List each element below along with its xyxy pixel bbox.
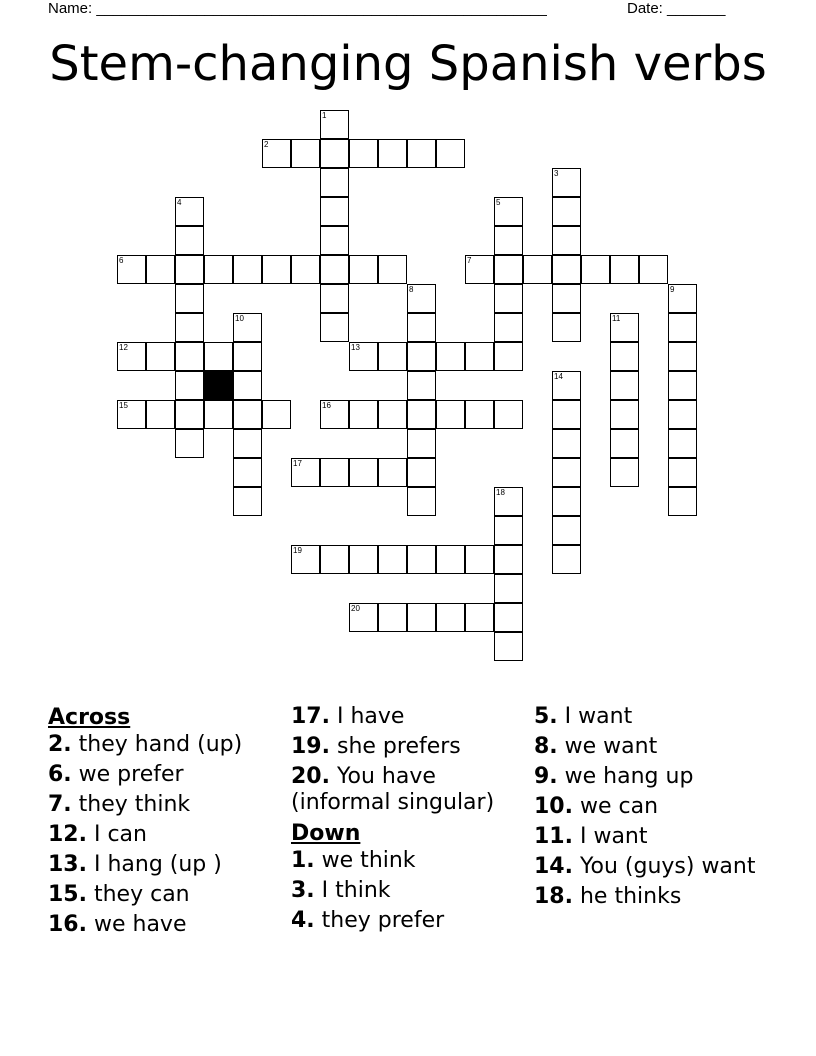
crossword-cell[interactable] [552, 197, 581, 226]
crossword-cell[interactable] [552, 226, 581, 255]
clue-number: 9 [670, 285, 675, 294]
crossword-cell[interactable] [552, 284, 581, 313]
crossword-cell[interactable] [291, 255, 320, 284]
clue-column-3 [534, 704, 774, 914]
crossword-cell[interactable] [349, 139, 378, 168]
crossword-cell[interactable] [668, 313, 697, 342]
crossword-cell[interactable] [639, 255, 668, 284]
crossword-cell[interactable] [320, 139, 349, 168]
clue-num: 19. [291, 734, 330, 759]
crossword-cell[interactable] [610, 429, 639, 458]
crossword-cell[interactable] [407, 545, 436, 574]
clue-num: 9. [534, 764, 558, 789]
crossword-cell[interactable] [610, 255, 639, 284]
crossword-cell[interactable] [349, 255, 378, 284]
crossword-cell[interactable] [494, 487, 523, 516]
crossword-cell[interactable] [610, 342, 639, 371]
crossword-cell[interactable] [407, 603, 436, 632]
clue-text: You (guys) want [572, 854, 756, 879]
clue-column-2 [291, 704, 531, 938]
crossword-cell[interactable] [407, 429, 436, 458]
crossword-cell[interactable] [407, 371, 436, 400]
crossword-cell[interactable] [436, 139, 465, 168]
crossword-cell[interactable] [233, 371, 262, 400]
crossword-cell[interactable] [552, 168, 581, 197]
clue-number: 20 [351, 604, 360, 613]
crossword-cell[interactable] [668, 429, 697, 458]
clue-text: I want [572, 824, 648, 849]
clue-item [534, 824, 774, 850]
crossword-cell[interactable] [262, 400, 291, 429]
crossword-cell[interactable] [552, 429, 581, 458]
crossword-cell[interactable] [320, 313, 349, 342]
clue-number: 8 [409, 285, 414, 294]
crossword-cell[interactable] [610, 400, 639, 429]
crossword-cell[interactable] [668, 284, 697, 313]
crossword-cell[interactable] [407, 487, 436, 516]
crossword-cell[interactable] [668, 458, 697, 487]
clue-item [534, 794, 774, 820]
clue-column-1 [48, 704, 288, 942]
date-blank[interactable]: _______ [667, 0, 726, 17]
crossword-cell[interactable] [233, 458, 262, 487]
clue-number: 13 [351, 343, 360, 352]
clue-item [291, 764, 531, 816]
crossword-cell[interactable] [320, 197, 349, 226]
crossword-cell[interactable] [262, 255, 291, 284]
crossword-cell[interactable] [320, 284, 349, 313]
crossword-cell[interactable] [407, 284, 436, 313]
crossword-cell[interactable] [494, 545, 523, 574]
clue-item [48, 762, 288, 788]
clue-number: 6 [119, 256, 124, 265]
crossword-cell[interactable] [465, 400, 494, 429]
clue-text: I can [86, 822, 147, 847]
crossword-cell[interactable] [175, 226, 204, 255]
clue-num: 6. [48, 762, 72, 787]
crossword-cell[interactable] [552, 371, 581, 400]
crossword-cell[interactable] [407, 342, 436, 371]
clue-item [291, 734, 531, 760]
crossword-cell[interactable] [320, 226, 349, 255]
crossword-cell[interactable] [349, 458, 378, 487]
clue-number: 16 [322, 401, 331, 410]
crossword-cell[interactable] [494, 400, 523, 429]
crossword-cell[interactable] [233, 429, 262, 458]
crossword-cell[interactable] [378, 603, 407, 632]
crossword-cell[interactable] [320, 110, 349, 139]
clue-item [48, 852, 288, 878]
clue-item [291, 878, 531, 904]
crossword-cell[interactable] [494, 342, 523, 371]
crossword-cell[interactable] [378, 139, 407, 168]
clue-num: 15. [48, 882, 87, 907]
crossword-cell[interactable] [175, 342, 204, 371]
clue-number: 11 [612, 314, 621, 323]
name-label: Name: [48, 0, 93, 17]
crossword-cell[interactable] [494, 632, 523, 661]
clue-item [48, 912, 288, 938]
crossword-cell[interactable] [436, 400, 465, 429]
clue-item [534, 854, 774, 880]
crossword-cell[interactable] [494, 197, 523, 226]
name-blank[interactable]: ______________________________________________________ [96, 0, 547, 17]
crossword-cell[interactable] [378, 545, 407, 574]
clue-text: we prefer [71, 762, 184, 787]
crossword-cell[interactable] [233, 487, 262, 516]
crossword-cell[interactable] [291, 545, 320, 574]
down-heading: Down [291, 821, 361, 846]
crossword-cell[interactable] [204, 342, 233, 371]
clue-num: 4. [291, 908, 315, 933]
crossword-cell[interactable] [407, 458, 436, 487]
clue-num: 12. [48, 822, 87, 847]
crossword-cell[interactable] [378, 255, 407, 284]
crossword-cell[interactable] [436, 545, 465, 574]
clue-item [48, 882, 288, 908]
crossword-cell[interactable] [668, 371, 697, 400]
clue-item [291, 704, 531, 730]
clue-number: 14 [554, 372, 563, 381]
crossword-cell[interactable] [378, 458, 407, 487]
clue-num: 16. [48, 912, 87, 937]
crossword-cell[interactable] [552, 545, 581, 574]
crossword-cell[interactable] [175, 197, 204, 226]
clue-item [48, 732, 288, 758]
clue-text: I think [314, 878, 391, 903]
clue-item [534, 884, 774, 910]
crossword-cell[interactable] [494, 574, 523, 603]
crossword-cell[interactable] [668, 342, 697, 371]
clue-text: I hang (up ) [86, 852, 222, 877]
crossword-cell[interactable] [117, 400, 146, 429]
date-label: Date: [627, 0, 663, 17]
clue-number: 7 [467, 256, 472, 265]
clue-text: we have [86, 912, 187, 937]
crossword-cell[interactable] [320, 255, 349, 284]
clue-text: You have (informal singular) [291, 764, 495, 815]
crossword-cell[interactable] [552, 487, 581, 516]
crossword-cell[interactable] [494, 516, 523, 545]
clue-num: 5. [534, 704, 558, 729]
clue-num: 2. [48, 732, 72, 757]
crossword-cell[interactable] [552, 255, 581, 284]
clue-num: 1. [291, 848, 315, 873]
clue-text: they think [71, 792, 191, 817]
crossword-cell[interactable] [262, 139, 291, 168]
across-heading: Across [48, 705, 131, 730]
page-title: Stem-changing Spanish verbs [49, 36, 767, 92]
clue-number: 12 [119, 343, 128, 352]
crossword-cell[interactable] [494, 603, 523, 632]
crossword-cell[interactable] [668, 487, 697, 516]
clue-num: 17. [291, 704, 330, 729]
crossword-cell[interactable] [233, 342, 262, 371]
crossword-cell[interactable] [204, 400, 233, 429]
clue-text: she prefers [329, 734, 461, 759]
crossword-cell[interactable] [610, 313, 639, 342]
crossword-cell[interactable] [146, 255, 175, 284]
black-cell [204, 371, 233, 400]
crossword-cell[interactable] [146, 400, 175, 429]
crossword-cell[interactable] [465, 603, 494, 632]
crossword-cell[interactable] [552, 400, 581, 429]
clue-text: they prefer [314, 908, 445, 933]
crossword-cell[interactable] [610, 371, 639, 400]
clue-num: 14. [534, 854, 573, 879]
crossword-cell[interactable] [291, 139, 320, 168]
clue-num: 13. [48, 852, 87, 877]
crossword-cell[interactable] [291, 458, 320, 487]
crossword-cell[interactable] [349, 342, 378, 371]
crossword-cell[interactable] [320, 400, 349, 429]
clue-item [291, 908, 531, 934]
crossword-cell[interactable] [465, 545, 494, 574]
clue-text: we hang up [557, 764, 694, 789]
clue-item [534, 704, 774, 730]
crossword-cell[interactable] [175, 313, 204, 342]
clue-number: 3 [554, 169, 559, 178]
clue-text: I want [557, 704, 633, 729]
crossword-cell[interactable] [436, 342, 465, 371]
crossword-cell[interactable] [552, 516, 581, 545]
crossword-cell[interactable] [378, 400, 407, 429]
clue-item [534, 734, 774, 760]
clue-text: we can [572, 794, 659, 819]
crossword-cell[interactable] [523, 255, 552, 284]
clue-text: I have [329, 704, 405, 729]
clue-num: 18. [534, 884, 573, 909]
crossword-cell[interactable] [320, 458, 349, 487]
crossword-cell[interactable] [494, 226, 523, 255]
clue-item [291, 848, 531, 874]
crossword-cell[interactable] [175, 429, 204, 458]
clue-number: 18 [496, 488, 505, 497]
clue-item [534, 764, 774, 790]
clue-number: 4 [177, 198, 182, 207]
clue-number: 5 [496, 198, 501, 207]
clue-number: 10 [235, 314, 244, 323]
crossword-cell[interactable] [494, 255, 523, 284]
crossword-cell[interactable] [320, 545, 349, 574]
crossword-cell[interactable] [407, 139, 436, 168]
crossword-cell[interactable] [233, 255, 262, 284]
clue-text: we want [557, 734, 658, 759]
clue-item [48, 792, 288, 818]
crossword-cell[interactable] [175, 400, 204, 429]
clue-text: we think [314, 848, 416, 873]
crossword-cell[interactable] [494, 284, 523, 313]
crossword-cell[interactable] [668, 400, 697, 429]
clue-number: 2 [264, 140, 269, 149]
crossword-cell[interactable] [175, 255, 204, 284]
clue-number: 1 [322, 111, 327, 120]
clue-number: 15 [119, 401, 128, 410]
crossword-cell[interactable] [349, 545, 378, 574]
clue-num: 3. [291, 878, 315, 903]
crossword-cell[interactable] [320, 168, 349, 197]
clue-num: 8. [534, 734, 558, 759]
crossword-cell[interactable] [175, 371, 204, 400]
clue-text: he thinks [572, 884, 682, 909]
crossword-cell[interactable] [117, 255, 146, 284]
clue-num: 20. [291, 764, 330, 789]
clue-num: 7. [48, 792, 72, 817]
clue-number: 19 [293, 546, 302, 555]
crossword-cell[interactable] [117, 342, 146, 371]
clue-num: 10. [534, 794, 573, 819]
crossword-cell[interactable] [494, 313, 523, 342]
crossword-cell[interactable] [407, 400, 436, 429]
crossword-cell[interactable] [610, 458, 639, 487]
crossword-cell[interactable] [233, 400, 262, 429]
crossword-cell[interactable] [436, 603, 465, 632]
crossword-cell[interactable] [204, 255, 233, 284]
crossword-cell[interactable] [465, 342, 494, 371]
clue-text: they can [86, 882, 190, 907]
crossword-cell[interactable] [378, 342, 407, 371]
crossword-cell[interactable] [233, 313, 262, 342]
clue-text: they hand (up) [71, 732, 243, 757]
crossword-cell[interactable] [146, 342, 175, 371]
clue-number: 17 [293, 459, 302, 468]
crossword-cell[interactable] [349, 400, 378, 429]
crossword-cell[interactable] [465, 255, 494, 284]
crossword-cell[interactable] [552, 458, 581, 487]
crossword-cell[interactable] [349, 603, 378, 632]
crossword-cell[interactable] [552, 313, 581, 342]
crossword-cell[interactable] [175, 284, 204, 313]
crossword-cell[interactable] [581, 255, 610, 284]
crossword-cell[interactable] [407, 313, 436, 342]
clue-item [48, 822, 288, 848]
clue-num: 11. [534, 824, 573, 849]
